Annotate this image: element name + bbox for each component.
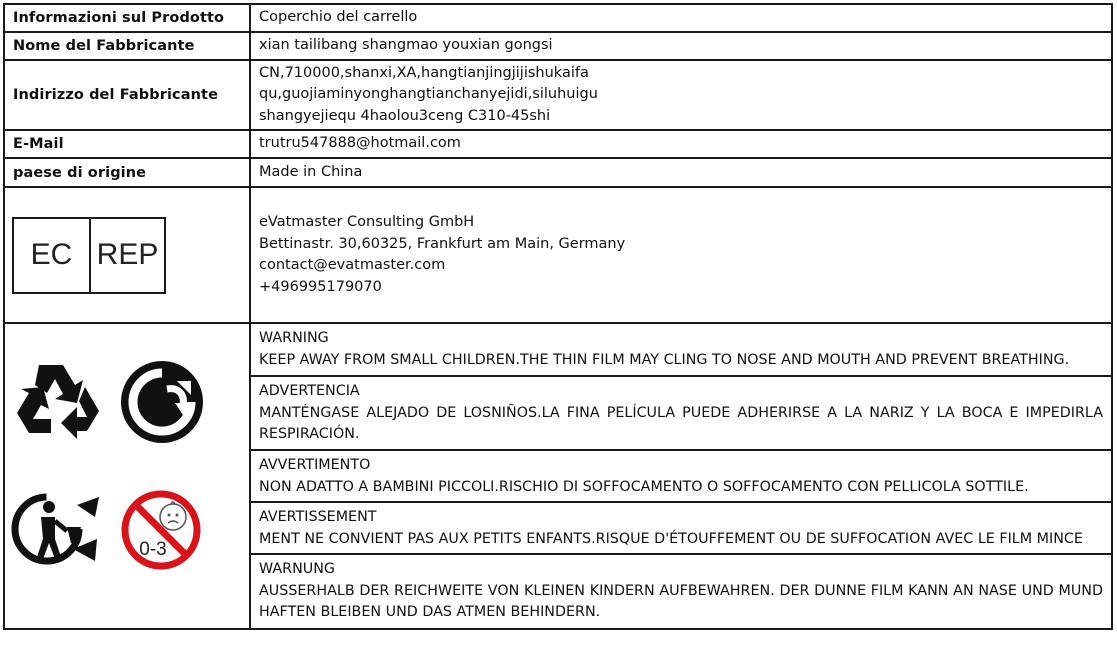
warnings-cell [250,323,1112,629]
warning-row-it [251,450,1111,502]
row-manufacturer-address [4,60,1112,130]
green-dot-icon [119,359,205,445]
warning-title: WARNUNG [259,561,336,577]
age-range-label: 0-3 [139,539,167,560]
row-origin [4,158,1112,187]
email-label: E-Mail [4,130,250,158]
manufacturer-name-label: Nome del Fabbricante [4,32,250,60]
ec-rep-phone: +496995179070 [259,278,382,295]
warning-row-de [251,554,1111,628]
warning-text: MANTÉNGASE ALEJADO DE LOSNIÑOS.LA FINA PELÍCULA PUEDE ADHERIRSE A LA NARIZ Y LA BOCA E IMPEDIRLA RESPIRACIÓN. [259,404,1103,442]
warning-text: KEEP AWAY FROM SMALL CHILDREN.THE THIN FILM MAY CLING TO NOSE AND MOUTH AND PREVENT BREATHING. [259,351,1070,368]
warning-row-en [251,324,1111,376]
manufacturer-name-value: xian tailibang shangmao youxian gongsi [250,32,1112,60]
recycle-icon [13,357,101,443]
symbols-cell [4,323,250,629]
no-children-0-3-icon [117,487,205,573]
warning-es [251,376,1111,450]
address-line: shangyejiequ 4haolou3ceng C310-45shi [259,107,551,124]
ec-rep-symbol-cell [4,187,250,323]
product-info-label: Informazioni sul Prodotto [4,4,250,32]
ec-rep-company: eVatmaster Consulting GmbH [259,214,475,230]
warning-title: WARNING [259,330,329,346]
email-value: trutru547888@hotmail.com [250,130,1112,158]
warning-fr [251,502,1111,554]
warning-title: AVVERTIMENTO [259,457,371,473]
warning-row-fr [251,502,1111,554]
warning-de [251,554,1111,628]
address-line: qu,guojiaminyonghangtianchanyejidi,siluhuigu [259,86,598,103]
ec-rep-email: contact@evatmaster.com [259,257,446,273]
row-product-info [4,4,1112,32]
warning-row-es [251,376,1111,450]
product-info-value: Coperchio del carrello [250,4,1112,32]
ec-rep-symbol [12,217,166,294]
row-email [4,130,1112,158]
row-symbols-warnings [4,323,1112,629]
ec-rep-address: Bettinastr. 30,60325, Frankfurt am Main, Germany [259,235,626,252]
warning-text: NON ADATTO A BAMBINI PICCOLI.RISCHIO DI SOFFOCAMENTO O SOFFOCAMENTO CON PELLICOLA SOTTILE. [259,478,1029,495]
origin-label: paese di origine [4,158,250,187]
warning-title: AVERTISSEMENT [259,509,377,525]
warning-title: ADVERTENCIA [259,383,360,399]
product-info-table [3,3,1113,630]
warning-text: AUSSERHALB DER REICHWEITE VON KLEINEN KINDERN AUFBEWAHREN. DER DUNNE FILM KANN AN NASE UND MUND HAFTEN BLEIBEN UND DAS ATMEN BEHINDERN. [259,582,1103,620]
ec-rep-symbol-rep: REP [96,238,159,271]
origin-value: Made in China [250,158,1112,187]
manufacturer-address-value [250,60,1112,130]
warning-it [251,450,1111,502]
address-line: CN,710000,shanxi,XA,hangtianjingjijishukaifa [259,64,589,81]
row-manufacturer-name [4,32,1112,60]
warnings-table [251,324,1111,628]
warning-en [251,324,1111,376]
manufacturer-address-label: Indirizzo del Fabbricante [4,60,250,130]
ec-rep-details [250,187,1112,323]
ec-rep-symbol-ec: EC [14,219,91,292]
warning-text: MENT NE CONVIENT PAS AUX PETITS ENFANTS.RISQUE D'ÉTOUFFEMENT OU DE SUFFOCATION AVEC LE FILM MINCE [259,530,1083,547]
tidyman-icon [11,487,103,573]
row-ec-rep [4,187,1112,323]
